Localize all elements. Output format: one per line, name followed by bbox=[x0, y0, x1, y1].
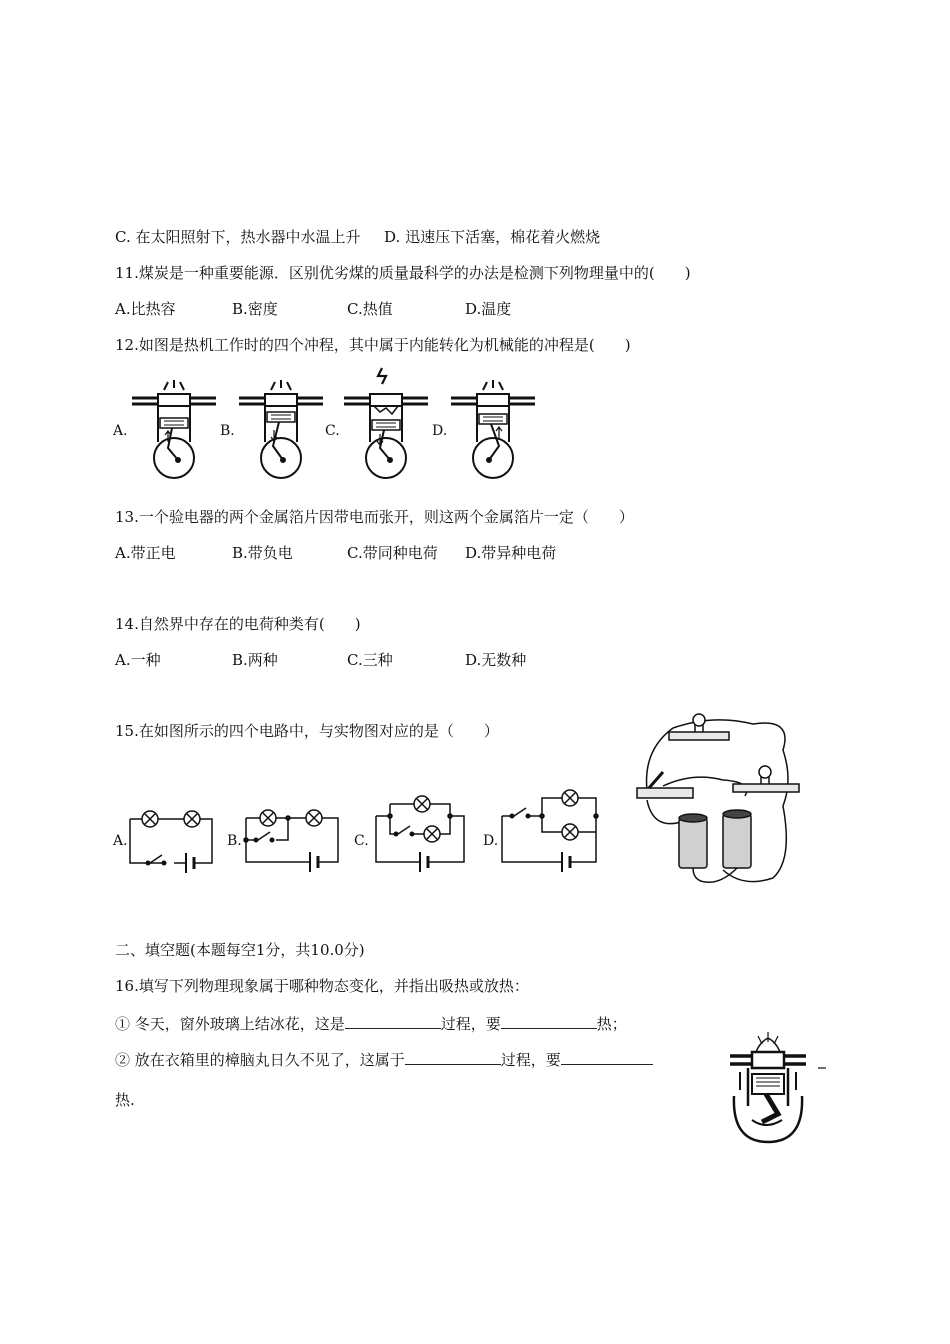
q12-label-c: C. bbox=[325, 423, 340, 439]
q16-item1-text-b: 过程，要 bbox=[440, 1015, 501, 1033]
q13-stem: 13.一个验电器的两个金属箔片因带电而张开，则这两个金属箔片一定（ ） bbox=[115, 508, 634, 526]
engine-stroke-a bbox=[128, 380, 220, 480]
q15-label-a: A. bbox=[113, 833, 128, 849]
q16-item2 bbox=[115, 1048, 653, 1070]
q16-item1 bbox=[115, 1012, 627, 1034]
stray-dash-mark bbox=[818, 1066, 826, 1070]
q16-blank-2[interactable] bbox=[501, 1012, 597, 1029]
q12-label-a: A. bbox=[113, 423, 128, 439]
q14-stem: 14.自然界中存在的电荷种类有( ) bbox=[115, 615, 361, 633]
q16-blank-4[interactable] bbox=[561, 1048, 653, 1065]
q10-option-d: D. 迅速压下活塞，棉花着火燃烧 bbox=[384, 228, 601, 246]
q11-option-b: B.密度 bbox=[232, 300, 278, 318]
q15-label-d: D. bbox=[483, 833, 499, 849]
q13-option-c: C.带同种电荷 bbox=[347, 544, 438, 562]
q14-option-a: A.一种 bbox=[115, 651, 161, 669]
q15-label-c: C. bbox=[354, 833, 369, 849]
q15-label-b: B. bbox=[227, 833, 242, 849]
q16-blank-3[interactable] bbox=[405, 1048, 501, 1065]
physical-circuit-picture bbox=[633, 710, 803, 890]
engine-stroke-c bbox=[340, 368, 432, 480]
q16-item2-text-a: ② 放在衣箱里的樟脑丸日久不见了，这属于 bbox=[115, 1051, 405, 1069]
q14-option-d: D.无数种 bbox=[465, 651, 527, 669]
q10-option-c: C. 在太阳照射下，热水器中水温上升 bbox=[115, 228, 361, 246]
circuit-b bbox=[242, 800, 342, 872]
q12-label-d: D. bbox=[432, 423, 448, 439]
engine-large-figure bbox=[726, 1030, 810, 1146]
circuit-d bbox=[500, 790, 604, 874]
q16-item1-text-c: 热； bbox=[596, 1015, 627, 1033]
section2-heading: 二、填空题(本题每空1分，共10.0分) bbox=[115, 941, 365, 959]
circuit-a bbox=[128, 805, 214, 873]
q16-item2-text-b: 过程，要 bbox=[500, 1051, 561, 1069]
q12-stem: 12.如图是热机工作时的四个冲程，其中属于内能转化为机械能的冲程是( ) bbox=[115, 336, 631, 354]
q16-stem: 16.填写下列物理现象属于哪种物态变化，并指出吸热或放热： bbox=[115, 977, 529, 995]
q13-option-b: B.带负电 bbox=[232, 544, 293, 562]
q15-stem: 15.在如图所示的四个电路中，与实物图对应的是（ ） bbox=[115, 722, 499, 740]
q11-option-d: D.温度 bbox=[465, 300, 512, 318]
q14-option-c: C.三种 bbox=[347, 651, 393, 669]
q11-option-c: C.热值 bbox=[347, 300, 393, 318]
q11-option-a: A.比热容 bbox=[115, 300, 176, 318]
circuit-c bbox=[372, 796, 468, 872]
q13-option-d: D.带异种电荷 bbox=[465, 544, 557, 562]
q16-item2-end: 热. bbox=[115, 1091, 135, 1109]
q11-stem: 11.煤炭是一种重要能源．区别优劣煤的质量最科学的办法是检测下列物理量中的( ) bbox=[115, 264, 691, 282]
q13-option-a: A.带正电 bbox=[115, 544, 176, 562]
q16-item1-text-a: ① 冬天，窗外玻璃上结冰花，这是 bbox=[115, 1015, 345, 1033]
q12-label-b: B. bbox=[220, 423, 235, 439]
q14-option-b: B.两种 bbox=[232, 651, 278, 669]
q10-options-cd bbox=[115, 227, 600, 247]
engine-stroke-d bbox=[447, 380, 539, 480]
engine-stroke-b bbox=[235, 380, 327, 480]
q16-blank-1[interactable] bbox=[345, 1012, 441, 1029]
